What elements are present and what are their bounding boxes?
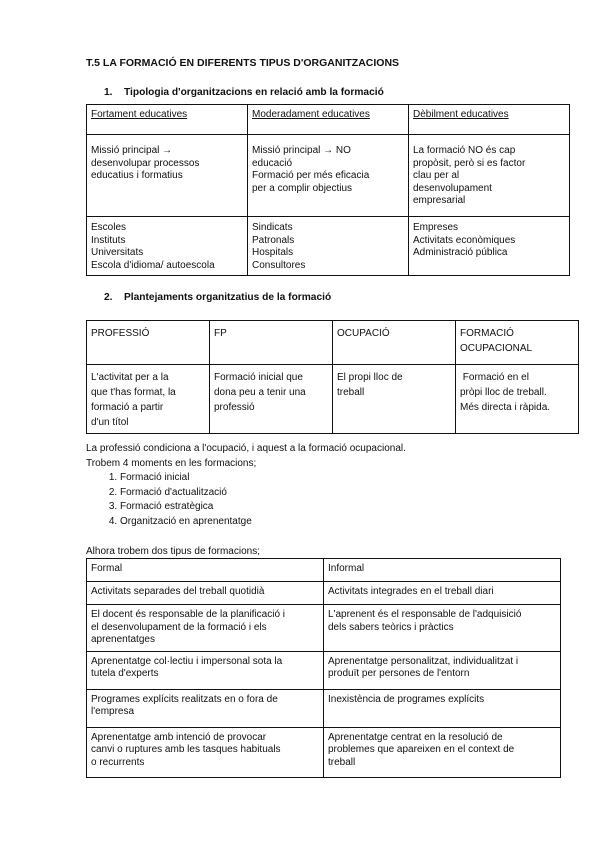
header-moderate: Moderadament educatives	[252, 109, 370, 120]
section1-heading	[86, 87, 384, 98]
cell-line: Aprenentatge centrat en la resolució de	[328, 731, 503, 743]
org-approaches-table	[86, 320, 579, 434]
table-row	[87, 582, 561, 605]
header-cell	[87, 321, 210, 365]
section2-heading	[86, 292, 331, 303]
cell-line: Administració pública	[413, 247, 508, 259]
header-weak: Dèbilment educatives	[413, 109, 509, 120]
cell-line: produït per persones de l'entorn	[328, 668, 470, 680]
table-cell	[324, 651, 561, 689]
cell-line: propòsit, però si es factor	[413, 157, 526, 169]
cell-line: desenvolupament	[413, 182, 492, 194]
list-item: 4. Organització en aprenentatge	[120, 515, 252, 530]
header-formacio-ocupacional: OCUPACIONAL	[460, 343, 533, 354]
table-row	[87, 727, 561, 777]
table-row	[87, 689, 561, 727]
header-cell	[210, 321, 333, 365]
table-cell	[248, 217, 409, 276]
cell-line: Programes explícits realitzats en o fora de	[91, 693, 278, 705]
table-cell	[333, 365, 456, 434]
cell-line: dels sabers teòrics i pràctics	[328, 621, 454, 633]
table-header-row	[87, 559, 561, 582]
cell-line: l'empresa	[91, 706, 135, 718]
header-informal: Informal	[328, 563, 365, 574]
cell-line: Sindicats	[252, 222, 293, 233]
cell-line: El propi lloc de	[337, 372, 403, 383]
cell-line: Activitats econòmiques	[413, 234, 516, 246]
header-cell	[248, 105, 409, 135]
cell-line: Instituts	[91, 234, 126, 246]
cell-line: Formació per més eficacia	[252, 170, 370, 182]
cell-line: L'aprenent és el responsable de l'adquisició	[328, 609, 522, 620]
table-cell	[248, 135, 409, 217]
table-cell	[409, 217, 570, 276]
header-strong: Fortament educatives	[91, 109, 188, 120]
list-item: 1. Formació inicial	[120, 471, 252, 486]
header-formacio-ocupacional: FORMACIÓ	[460, 328, 514, 339]
table-cell	[324, 582, 561, 605]
section1-number: 1.	[104, 87, 113, 98]
cell-line: Consultores	[252, 259, 306, 271]
header-formal: Formal	[91, 563, 123, 574]
cell-line: treball	[337, 387, 365, 398]
table-cell	[87, 727, 324, 777]
paragraph-moments: Trobem 4 moments en les formacions;	[86, 458, 257, 469]
table-cell	[324, 605, 561, 652]
paragraph-types: Alhora trobem dos tipus de formacions;	[86, 546, 260, 557]
cell-line: El docent és responsable de la planificació i	[91, 609, 286, 620]
header-cell	[456, 321, 579, 365]
cell-line: treball	[328, 756, 356, 768]
cell-line: Aprenentatge amb intenció de provocar	[91, 731, 267, 743]
section2-title: Plantejaments organitzatius de la formació	[124, 292, 332, 303]
header-cell	[324, 559, 561, 582]
cell-line: Activitats separades del treball quotidià	[91, 586, 265, 597]
table-row	[87, 217, 570, 276]
org-typology-table	[86, 104, 570, 276]
formal-informal-table	[86, 558, 561, 778]
cell-line: o recurrents	[91, 756, 145, 768]
list-item: 3. Formació estratègica	[120, 500, 252, 515]
cell-line: Inexistència de programes explícits	[328, 693, 485, 705]
table-cell	[456, 365, 579, 434]
table-cell	[324, 727, 561, 777]
cell-line: canvi o ruptures amb les tasques habituals	[91, 744, 281, 756]
cell-line: Formació inicial que	[214, 372, 303, 383]
table-row	[87, 135, 570, 217]
cell-line: empresarial	[413, 195, 466, 207]
cell-line: tutela d'experts	[91, 668, 159, 680]
cell-line: educació	[252, 157, 293, 169]
cell-line: Escola d'idioma/ autoescola	[91, 259, 215, 271]
cell-line: La formació NO és cap	[413, 145, 516, 156]
cell-line: clau per al	[413, 170, 460, 182]
header-cell	[87, 105, 248, 135]
cell-line: Missió principal →	[91, 145, 173, 156]
header-cell	[333, 321, 456, 365]
cell-line: Patronals	[252, 234, 295, 246]
table-cell	[87, 605, 324, 652]
cell-line: L'activitat per a la	[91, 372, 169, 383]
cell-line: Aprenentatge personalitzat, individualitzat i	[328, 655, 519, 667]
table-row	[87, 651, 561, 689]
header-cell	[409, 105, 570, 135]
table-row	[87, 365, 579, 434]
table-row	[87, 605, 561, 652]
cell-line: que t'has format, la	[91, 387, 176, 398]
cell-line: problemes que apareixen en el context de	[328, 744, 515, 756]
cell-line: Activitats integrades en el treball diari	[328, 586, 494, 597]
table-cell	[210, 365, 333, 434]
table-cell	[87, 651, 324, 689]
cell-line: Més directa i ràpida.	[460, 402, 551, 413]
table-cell	[87, 135, 248, 217]
paragraph-condition: La professió condiciona a l'ocupació, i aquest a la formació ocupacional.	[86, 443, 406, 454]
cell-line: Empreses	[413, 222, 459, 233]
cell-line: el desenvolupament de la formació i els	[91, 621, 267, 633]
cell-line: per a complir objectius	[252, 182, 353, 194]
cell-line: dona peu a tenir una	[214, 387, 306, 398]
cell-line: d'un títol	[91, 417, 129, 428]
cell-line: aprenentatges	[91, 634, 155, 646]
cell-line: desenvolupar processos	[91, 157, 200, 169]
header-cell	[87, 559, 324, 582]
table-cell	[87, 365, 210, 434]
cell-line: pròpi lloc de treball.	[460, 387, 547, 398]
cell-line: Missió principal → NO	[252, 145, 351, 156]
table-cell	[87, 689, 324, 727]
table-header-row	[87, 321, 579, 365]
table-cell	[409, 135, 570, 217]
cell-line: professió	[214, 402, 255, 413]
table-cell	[324, 689, 561, 727]
cell-line: Escoles	[91, 222, 127, 233]
table-cell	[87, 217, 248, 276]
header-professio: PROFESSIÓ	[91, 328, 150, 339]
page-title: T.5 LA FORMACIÓ EN DIFERENTS TIPUS D'ORGANITZACIONS	[86, 57, 400, 69]
section1-title: Tipologia d'organitzacions en relació amb la formació	[124, 87, 384, 98]
cell-line: formació a partir	[91, 402, 164, 413]
table-header-row	[87, 105, 570, 135]
cell-line: Universitats	[91, 247, 144, 259]
cell-line: Hospitals	[252, 247, 294, 259]
cell-line: Aprenentatge col·lectiu i impersonal sota la	[91, 655, 283, 667]
list-item: 2. Formació d'actualització	[120, 486, 252, 501]
cell-line: educatius i formatius	[91, 170, 183, 182]
section2-number: 2.	[104, 292, 113, 303]
header-ocupacio: OCUPACIÓ	[337, 328, 390, 339]
cell-line: Formació en el	[460, 372, 529, 383]
moments-list	[86, 471, 252, 529]
header-fp: FP	[214, 328, 227, 339]
table-cell	[87, 582, 324, 605]
